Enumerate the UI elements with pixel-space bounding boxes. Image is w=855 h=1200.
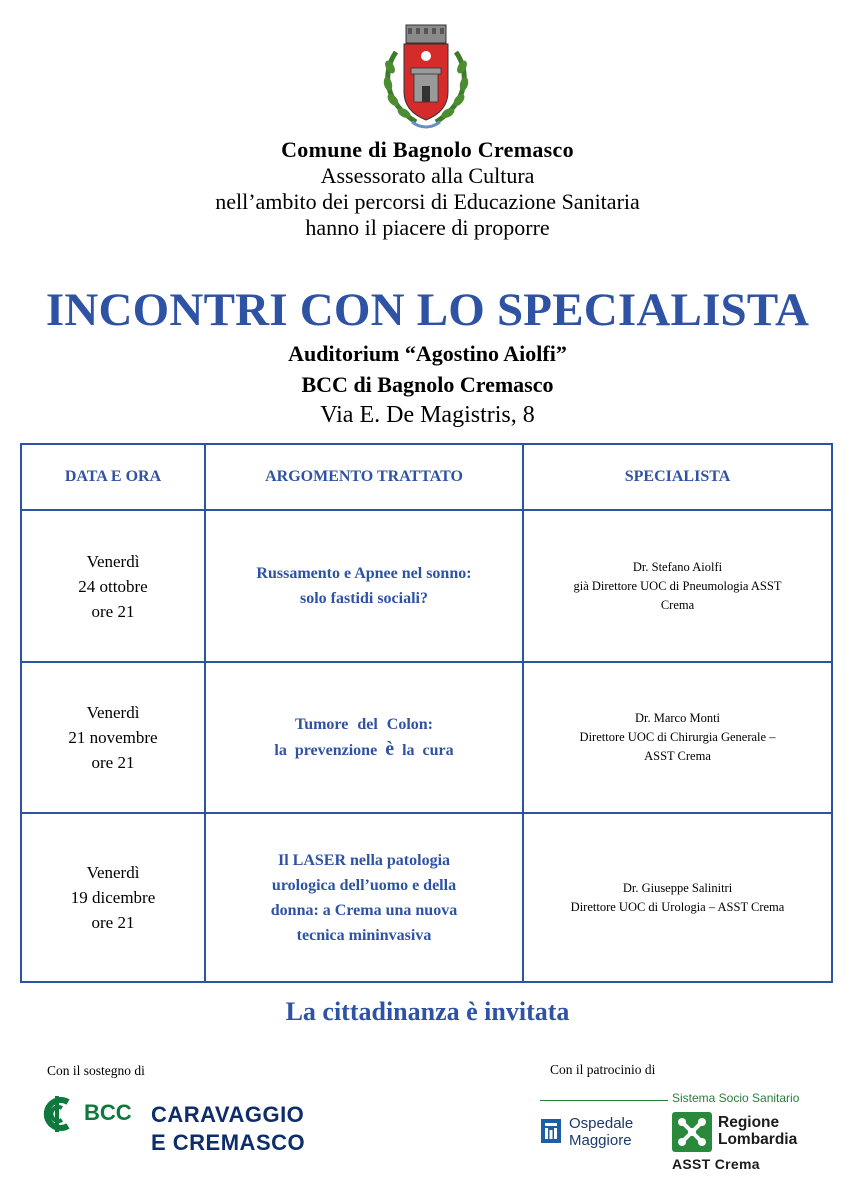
table-header-row [21,444,832,510]
header-date: DATA E ORA [21,444,205,510]
table-row [21,813,832,982]
sistema-label: Sistema Socio Sanitario [672,1091,800,1105]
topic-cell: Russamento e Apnee nel sonno: solo fastidi sociali? [205,510,523,662]
bcc-logo-text: BCC [84,1100,132,1125]
ambito-line: nell’ambito dei percorsi di Educazione Sanitaria [215,189,640,214]
specialist-cell: Dr. Stefano Aiolfi già Direttore UOC di Pneumologia ASST Crema [523,510,832,662]
schedule-table [20,443,833,983]
ospedale-maggiore-logo: Ospedale Maggiore [569,1115,634,1149]
header-specialist: SPECIALISTA [523,444,832,510]
header-topic: ARGOMENTO TRATTATO [205,444,523,510]
patronage-label: Con il patrocinio di [550,1062,656,1077]
specialist-cell: Dr. Marco Monti Direttore UOC di Chirurgia Generale – ASST Crema [523,662,832,813]
topic-cell: Il LASER nella patologia urologica dell’uomo e della donna: a Crema una nuova tecnica mininvasiva [205,813,523,982]
event-title: INCONTRI CON LO SPECIALISTA [45,284,810,336]
date-cell: Venerdì 21 novembre ore 21 [21,662,205,813]
date-cell: Venerdì 24 ottobre ore 21 [21,510,205,662]
assessorato-line: Assessorato alla Cultura [320,163,535,188]
bcc-bank-name: CARAVAGGIO E CREMASCO [151,1102,306,1155]
comune-heading: Comune di Bagnolo Cremasco [281,137,574,162]
venue-address: Via E. De Magistris, 8 [320,402,535,428]
asst-crema-label: ASST Crema [672,1156,760,1172]
regione-lombardia-logo: Regione Lombardia [718,1114,798,1148]
sponsor-label: Con il sostegno di [47,1063,145,1078]
regione-lombardia-icon [672,1112,712,1152]
topic-cell: Tumore del Colon: la prevenzione è la cura [205,662,523,813]
table-row [21,510,832,662]
specialist-cell: Dr. Giuseppe Salinitri Direttore UOC di Urologia – ASST Crema [523,813,832,982]
date-cell: Venerdì 19 dicembre ore 21 [21,813,205,982]
invitation-text: La cittadinanza è invitata [285,997,570,1026]
table-row [21,662,832,813]
municipal-crest-icon [376,22,476,134]
hospital-icon [540,1118,562,1144]
proporre-line: hanno il piacere di proporre [305,215,550,240]
bcc-logo-icon [38,1096,80,1132]
venue-auditorium: Auditorium “Agostino Aiolfi” [288,341,567,366]
divider [540,1100,668,1101]
venue-bank: BCC di Bagnolo Cremasco [301,372,554,397]
